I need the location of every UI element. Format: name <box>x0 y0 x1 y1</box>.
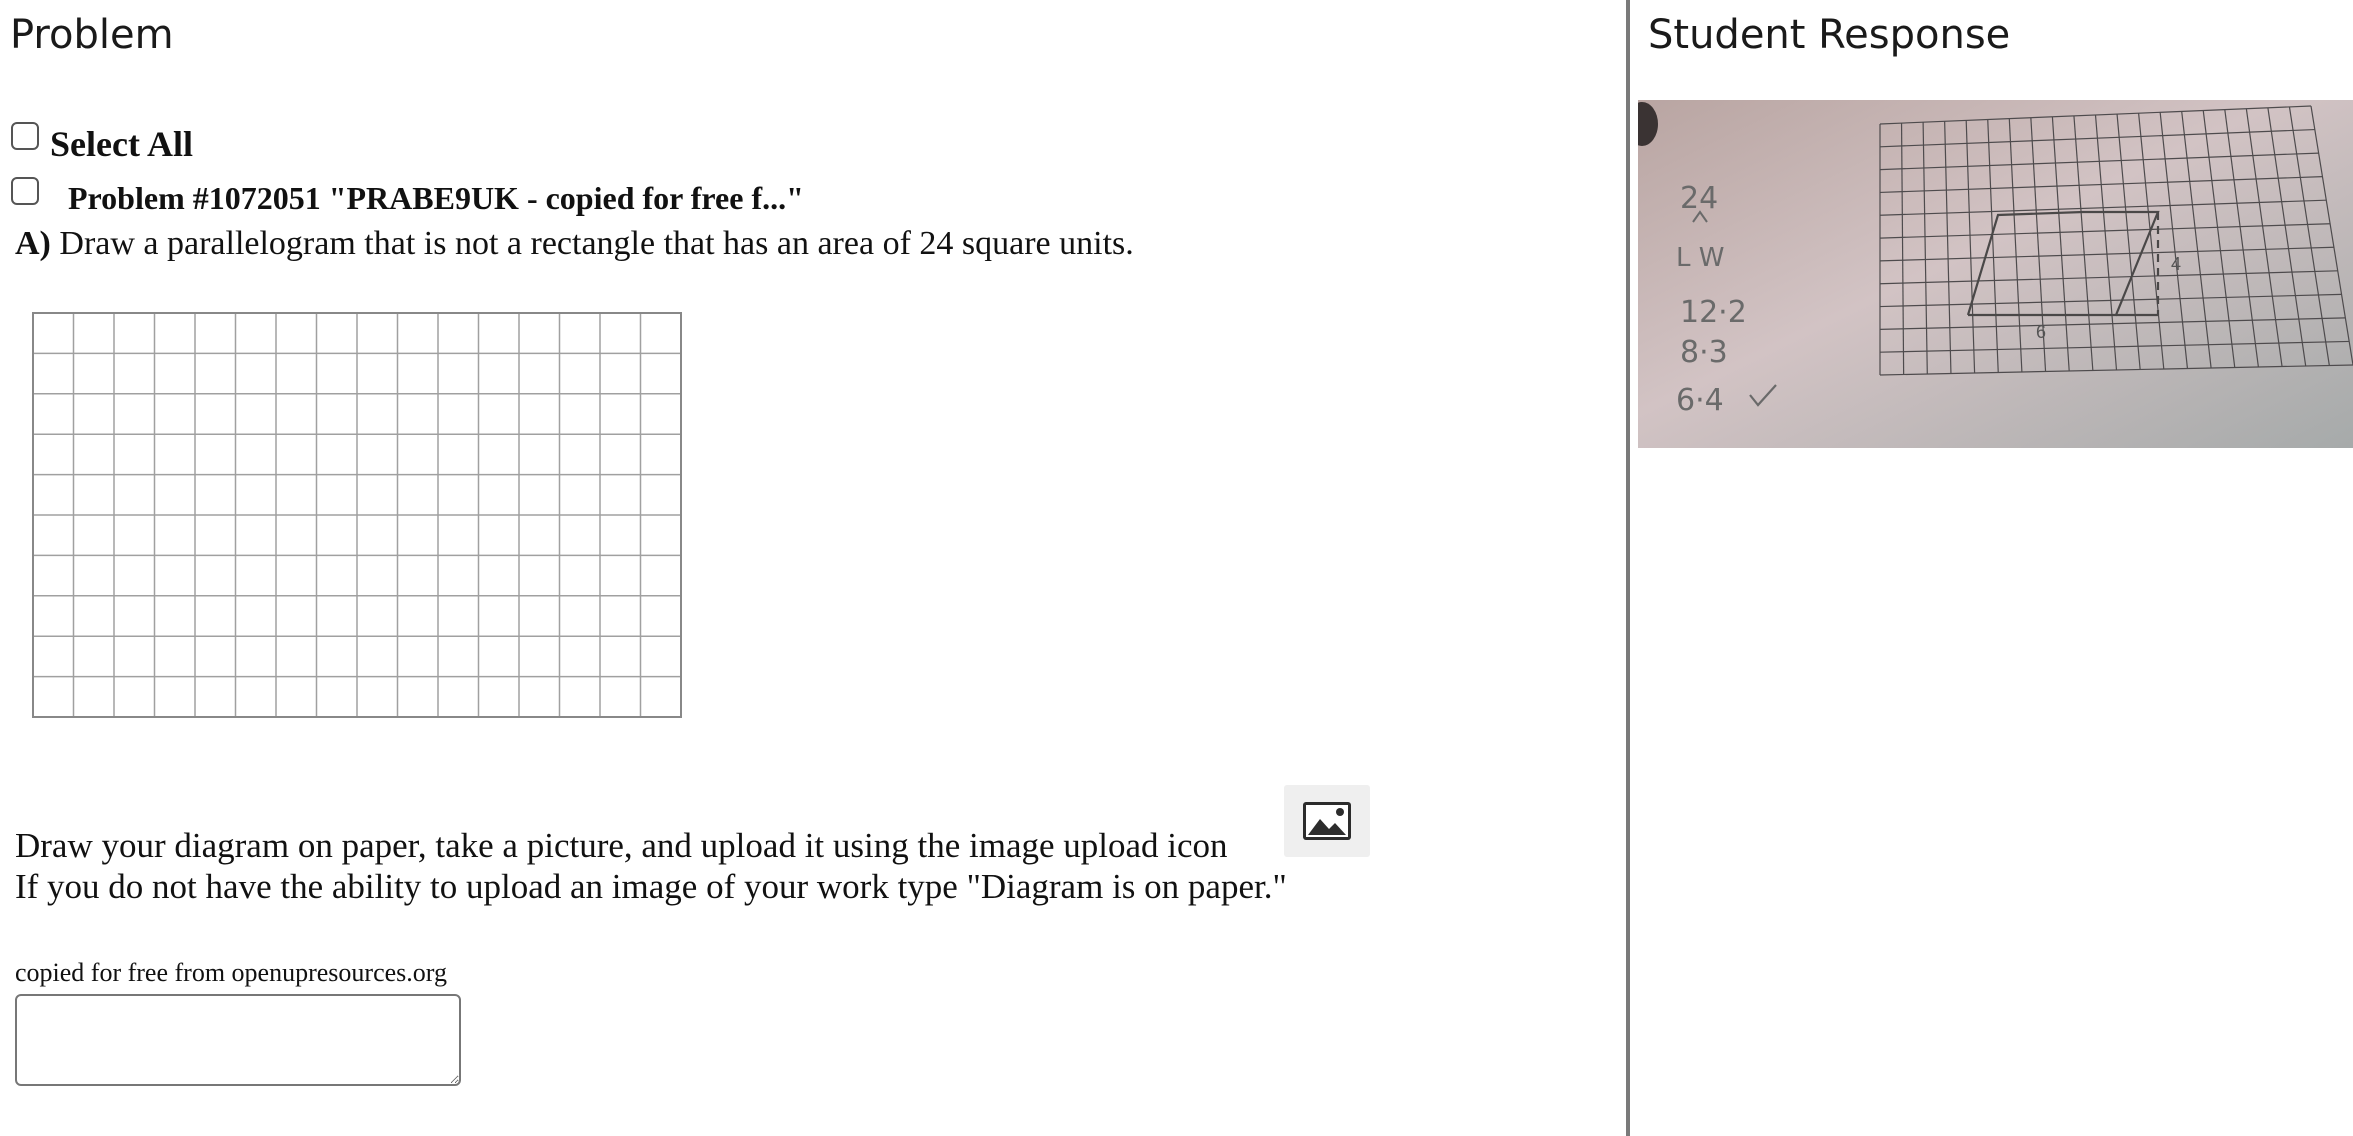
problem-title: Problem #1072051 "PRABE9UK - copied for free f..." <box>68 180 804 216</box>
image-upload-button[interactable] <box>1284 785 1370 857</box>
question-part-label: A) <box>15 225 51 262</box>
source-note: copied for free from openupresources.org <box>15 958 447 987</box>
question-body: Draw a parallelogram that is not a rectangle that has an area of 24 square units. <box>59 225 1134 262</box>
select-all-checkbox[interactable] <box>11 122 39 150</box>
problem-checkbox[interactable] <box>11 177 39 205</box>
question-text <box>15 225 1134 263</box>
photo-note-8x3: 8·3 <box>1680 335 1728 370</box>
photo-note-12x2: 12·2 <box>1680 295 1747 330</box>
instruction-alternative: If you do not have the ability to upload an image of your work type "Diagram is on paper." <box>15 867 1287 906</box>
student-response-title: Student Response <box>1648 12 2011 58</box>
problem-pane-title: Problem <box>10 12 174 58</box>
photo-height-label: 4 <box>2171 254 2182 274</box>
blank-grid <box>32 300 684 720</box>
photo-note-6x4: 6·4 <box>1676 383 1724 418</box>
photo-note-lw: L W <box>1676 243 1725 273</box>
photo-base-label: 6 <box>2036 322 2047 342</box>
select-all-label: Select All <box>50 124 193 164</box>
student-work-drawing <box>1638 100 2353 448</box>
photo-note-area: 24 <box>1680 181 1719 216</box>
answer-input[interactable] <box>15 994 461 1086</box>
instruction-upload: Draw your diagram on paper, take a picture, and upload it using the image upload icon <box>15 826 1228 865</box>
student-work-photo <box>1638 100 2353 448</box>
student-response-pane <box>1630 0 2353 1136</box>
image-upload-icon <box>1302 801 1352 841</box>
